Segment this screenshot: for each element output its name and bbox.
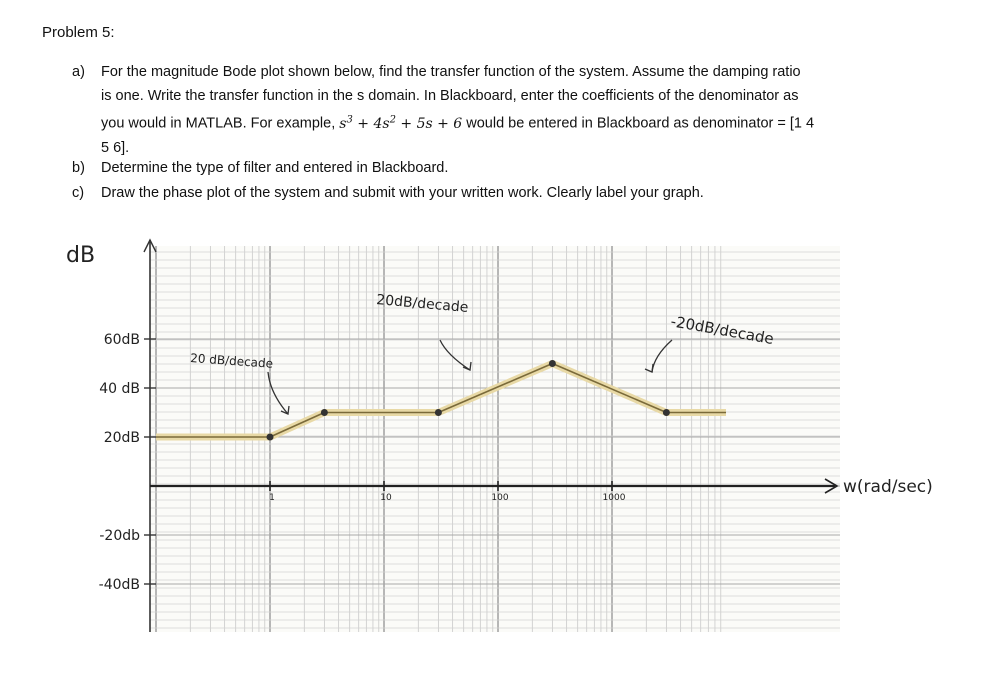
x-tick-label: 1000: [602, 493, 626, 503]
corner-point: [549, 360, 556, 367]
part-a-line3: [101, 108, 941, 136]
part-a-line2: is one. Write the transfer function in the s domain. In Blackboard, enter the coefficients of the denominator as: [101, 88, 799, 104]
y-tick-label: -20db: [99, 528, 140, 544]
bode-plot: [40, 222, 988, 632]
part-a-line1: For the magnitude Bode plot shown below, find the transfer function of the system. Assume the damping ratio: [101, 64, 801, 80]
part-a-text: [101, 60, 941, 160]
part-a-label: a): [72, 64, 85, 80]
x-tick-label: 10: [380, 493, 392, 503]
x-axis-label: w(rad/sec): [843, 477, 933, 497]
part-a-line3-post: would be entered in Blackboard as denominator = [1 4: [462, 115, 815, 132]
corner-point: [435, 409, 442, 416]
part-a-line3-pre: you would in MATLAB. For example,: [101, 115, 336, 132]
part-a-line4: 5 6].: [101, 139, 130, 156]
part-b-text: Determine the type of filter and entered in Blackboard.: [101, 160, 449, 176]
y-tick-label: -40dB: [98, 577, 140, 593]
corner-point: [663, 409, 670, 416]
y-axis-label: dB: [66, 243, 96, 268]
y-tick-label: 20dB: [103, 430, 140, 446]
x-tick-label: 1: [269, 493, 275, 503]
x-tick-label: 100: [491, 493, 509, 503]
part-b-label: b): [72, 160, 85, 176]
slope-annotation: -20dB/decade: [669, 312, 776, 349]
slope-annotation: 20dB/decade: [375, 292, 470, 317]
y-tick-label: 40 dB: [99, 381, 140, 397]
y-tick-label: 60dB: [103, 332, 140, 348]
part-c-text: Draw the phase plot of the system and submit with your written work. Clearly label your graph.: [101, 185, 704, 201]
bode-plot-figure: [40, 222, 988, 632]
example-polynomial: $s^3 + 4s^2 + 5s + 6$: [339, 114, 463, 132]
problem-title: Problem 5:: [42, 24, 115, 41]
part-c-label: c): [72, 185, 85, 201]
corner-point: [321, 409, 328, 416]
slope-annotation: 20 dB/decade: [189, 351, 274, 371]
corner-point: [267, 434, 274, 441]
